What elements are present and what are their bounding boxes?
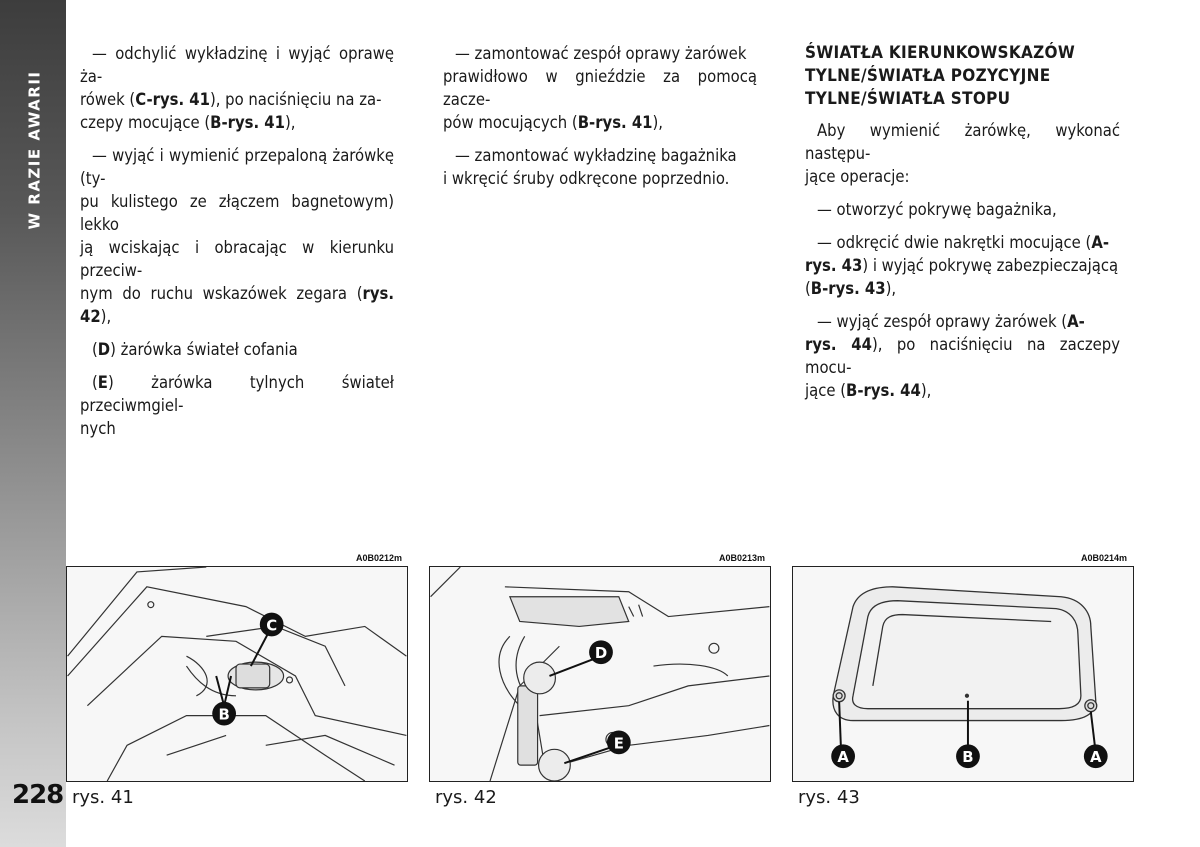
svg-text:B: B (962, 748, 974, 767)
callout-e (564, 730, 630, 763)
figure-rys-41 (66, 566, 408, 782)
page-number: 228 (12, 780, 64, 810)
figure-code-41: A0B0212m (356, 553, 403, 563)
svg-text:A: A (837, 748, 849, 767)
text-column-1 (80, 42, 394, 450)
caption-rys-43: rys. 43 (798, 787, 860, 808)
paragraph-unscrew-nuts: — odkręcić dwie nakrętki mocujące (A- rys. 43) i wyjąć pokrywę zabezpieczającą (B-rys. 43), (805, 233, 1119, 298)
illustration-protective-cover (793, 567, 1133, 781)
paragraph-replace-bulb: — wyjąć i wymienić przepaloną żarówkę (ty- pu kulistego ze złączem bagnetowym) lekko ją wciskając i obracając w kierunku przeciw- nym do ruchu wskazówek zegara (rys. 42), (80, 146, 394, 326)
paragraph-open-boot: — otworzyć pokrywę bagażnika, (817, 200, 1057, 219)
svg-text:B: B (218, 705, 230, 724)
figure-rys-43 (792, 566, 1134, 782)
caption-rys-41: rys. 41 (72, 787, 134, 808)
callout-c (251, 613, 284, 667)
paragraph-refit-holder: — zamontować zespół oprawy żarówek prawidłowo w gnieździe za pomocą zacze- pów mocujących (B-rys. 41), (443, 44, 757, 132)
paragraph-remove-lining: — odchylić wykładzinę i wyjąć oprawę ża- rówek (C-rys. 41), po naciśnięciu na za- czepy mocujące (B-rys. 41), (80, 44, 394, 132)
illustration-bulb-holder (67, 567, 407, 781)
callout-a-right (1084, 712, 1108, 768)
figure-code-42: A0B0213m (719, 553, 766, 563)
illustration-fog-reverse-bulbs (430, 567, 770, 781)
svg-text:E: E (613, 734, 624, 753)
section-title: W RAZIE AWARII (25, 70, 44, 230)
paragraph-bulb-e: (E) żarówka tylnych świateł przeciwmgiel- nych (80, 373, 394, 438)
paragraph-intro: Aby wymienić żarówkę, wykonać następu- jące operacje: (805, 121, 1120, 186)
section-tab (22, 60, 46, 240)
caption-rys-42: rys. 42 (435, 787, 497, 808)
svg-text:D: D (594, 644, 608, 663)
svg-text:C: C (266, 616, 278, 635)
section-sidebar (0, 0, 66, 847)
figure-rys-42 (429, 566, 771, 782)
section-heading: ŚWIATŁA KIERUNKOWSKAZÓW TYLNE/ŚWIATŁA POZYCYJNE TYLNE/ŚWIATŁA STOPU (805, 43, 1076, 109)
text-column-2 (443, 42, 757, 200)
text-column-3 (805, 42, 1120, 412)
paragraph-refit-lining: — zamontować wykładzinę bagażnika i wkręcić śruby odkręcone poprzednio. (443, 146, 737, 188)
paragraph-remove-holder: — wyjąć zespół oprawy żarówek (A- rys. 44), po naciśnięciu na zaczepy mocu- jące (B-rys. 44), (805, 312, 1120, 400)
svg-text:A: A (1090, 748, 1102, 767)
callout-d (549, 640, 612, 676)
paragraph-bulb-d: (D) żarówka świateł cofania (92, 340, 298, 359)
figure-code-43: A0B0214m (1081, 553, 1128, 563)
